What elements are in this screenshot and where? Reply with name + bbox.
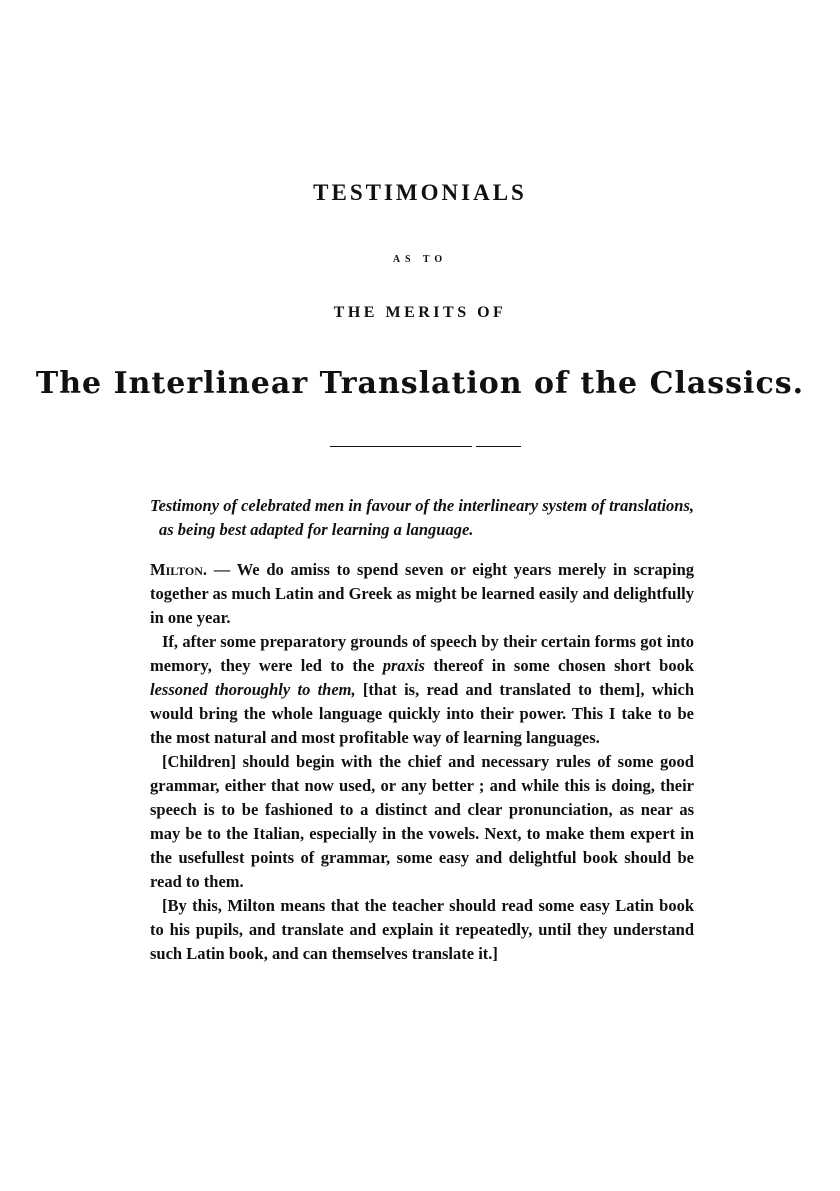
blackletter-title: The Interlinear Translation of the Classics.	[35, 366, 805, 401]
paragraph-praxis-text-c: [that is, read and translated to them], which would bring the whole language quickly into their power. This I take to be the most natural and most profitable way of learning languages.	[150, 680, 694, 747]
paragraph-milton	[150, 558, 694, 630]
paragraph-praxis-text-a: If, after some preparatory grounds of speech by their certain forms got into memory, they were led to the	[150, 632, 694, 675]
paragraph-praxis	[150, 630, 694, 750]
divider-rule-short	[476, 446, 521, 447]
paragraph-milton-text: — We do amiss to spend seven or eight years merely in scraping together as much Latin and Greek as might be learned easily and delightfully in one year.	[150, 560, 694, 627]
divider-rule-long	[330, 446, 472, 447]
paragraph-children: [Children] should begin with the chief and necessary rules of some good grammar, either that now used, or any better ; and while this is doing, their speech is to be fashioned to a distinct and clear pronunciation, as near as may be to the Italian, especially in the vowels. Next, to make them expert in the usefullest points of grammar, some easy and delightful book should be read to them.	[150, 752, 694, 891]
praxis-italic: praxis	[382, 656, 425, 675]
as-to-line: AS TO	[392, 254, 448, 265]
merits-line: THE MERITS OF	[333, 304, 507, 321]
testimony-heading: Testimony of celebrated men in favour of the interlineary system of translations, as being best adapted for learning a language.	[150, 496, 694, 539]
paragraph-praxis-text-b: thereof in some chosen short book	[424, 656, 694, 675]
lessoned-italic: lessoned thoroughly to them,	[150, 680, 356, 699]
page-title: TESTIMONIALS	[313, 180, 527, 205]
body-text	[150, 494, 694, 966]
milton-name: Milton.	[150, 560, 208, 579]
paragraph-bracket-note: [By this, Milton means that the teacher should read some easy Latin book to his pupils, and translate and explain it repeatedly, until they understand such Latin book, and can themselves translate it.]	[150, 896, 694, 963]
